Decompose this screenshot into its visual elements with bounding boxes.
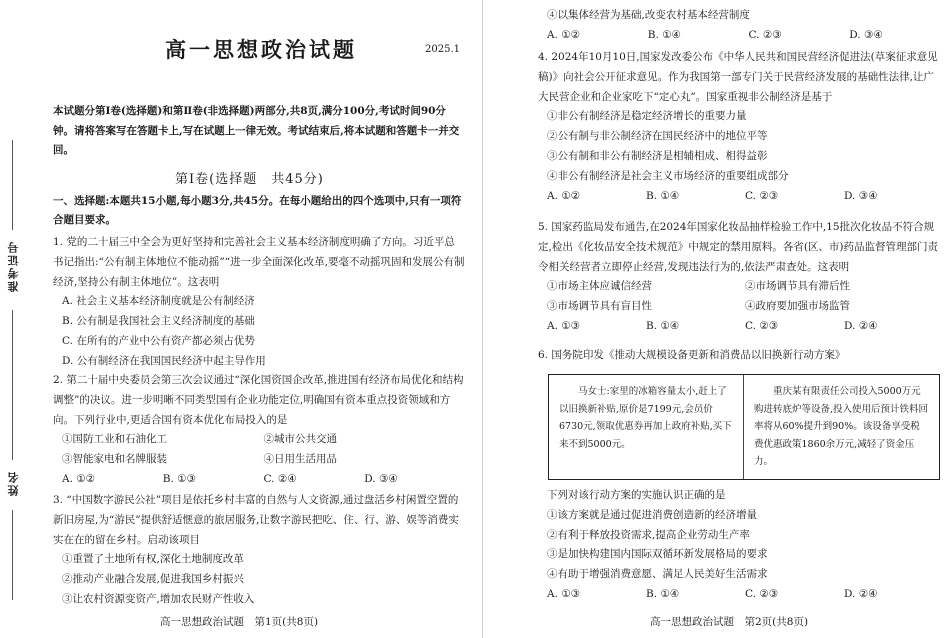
question-3 xyxy=(53,491,465,610)
answer-b: B. ①④ xyxy=(646,319,680,332)
item-3: ③是加快构建国内国际双循环新发展格局的要求 xyxy=(547,548,768,561)
binding-line xyxy=(12,510,13,600)
item-2: ②有利于释放投资需求,提高企业劳动生产率 xyxy=(547,528,750,541)
question-prompt: 下列对该行动方案的实施认识正确的是 xyxy=(547,489,726,501)
option-b: B. 公有制是我国社会主义经济制度的基础 xyxy=(62,315,255,328)
option-c: C. 在所有的产业中公有资产都必须占优势 xyxy=(62,334,255,347)
answer-c: C. ②③ xyxy=(748,28,782,41)
question-stem: 4. 2024年10月10日,国家发改委公布《中华人民共和国民营经济促进法(草案征求意见稿)》向社会公开征求意见。作为我国第一部专门关于民营经济发展的基础性法律,让广大民营企业和企业家吃下“定心丸”。国家重视非公制经济是基于 xyxy=(538,51,938,103)
question-6-body xyxy=(538,486,943,605)
item-2: ②城市公共交通 xyxy=(263,433,337,446)
item-2: ②推动产业融合发展,促进我国乡村振兴 xyxy=(62,573,244,586)
item-3: ③让农村资源变资产,增加农民财产性收入 xyxy=(62,592,255,605)
item-2: ②公有制与非公制经济在国民经济中的地位平等 xyxy=(547,130,768,143)
answer-d: D. ③④ xyxy=(364,472,398,485)
answer-c: C. ②③ xyxy=(745,189,779,202)
answer-a: A. ①③ xyxy=(547,319,581,332)
answer-a: A. ①③ xyxy=(547,587,581,600)
section-title: 第Ⅰ卷(选择题 共45分) xyxy=(175,172,324,187)
item-2: ②市场调节具有滞后性 xyxy=(745,280,850,293)
answer-a: A. ①② xyxy=(547,28,581,41)
item-4: ④非公有制经济是社会主义市场经济的重要组成部分 xyxy=(547,169,789,182)
material-left: 马女士:家里的冰箱容量太小,赶上了以旧换新补贴,原价是7199元,会员价6730元,领取优惠券再加上政府补贴,买下来不到5000元。 xyxy=(549,375,744,479)
answer-d: D. ③④ xyxy=(849,28,883,41)
option-a: A. 社会主义基本经济制度就是公有制经济 xyxy=(62,295,255,308)
question-4 xyxy=(538,48,943,206)
item-3: ③市场调节具有盲目性 xyxy=(547,300,652,313)
answer-d: D. ③④ xyxy=(844,189,878,202)
page-footer: 高一思想政治试题 第1页(共8页) xyxy=(160,616,319,628)
item-1: ①市场主体应诚信经营 xyxy=(547,280,652,293)
question-stem: 5. 国家药监局发布通告,在2024年国家化妆品抽样检验工作中,15批次化妆品不符合规定,检出《化妆品安全技术规范》中规定的禁用原料。各省(区、市)药品监督管理部门责令相关经营者立即停止经营,发现违法行为的,依法严肃查处。这表明 xyxy=(538,221,939,273)
section-instruction: 一、选择题:本题共15小题,每小题3分,共45分。在每小题给出的四个选项中,只有一项符合题目要求。 xyxy=(53,195,462,226)
page-divider xyxy=(482,0,483,638)
answer-b: B. ①④ xyxy=(647,28,681,41)
answer-c: C. ②③ xyxy=(745,587,779,600)
page-footer: 高一思想政治试题 第2页(共8页) xyxy=(650,616,809,628)
material-box xyxy=(548,374,940,480)
answer-a: A. ①② xyxy=(62,472,96,485)
item-1: ①国防工业和石油化工 xyxy=(62,433,167,446)
item-4: ④日用生活用品 xyxy=(263,453,337,466)
item-1: ①该方案就是通过促进消费创造新的经济增量 xyxy=(547,508,757,521)
exam-date: 2025.1 xyxy=(425,44,460,55)
item-1: ①重置了土地所有权,深化土地制度改革 xyxy=(62,553,244,566)
answer-d: D. ②④ xyxy=(844,587,878,600)
page-2 xyxy=(490,0,950,638)
answer-d: D. ②④ xyxy=(844,319,878,332)
answer-b: B. ①③ xyxy=(162,472,196,485)
binding-line xyxy=(12,140,13,230)
question-1 xyxy=(53,233,465,372)
question-stem: 1. 党的二十届三中全会为更好坚持和完善社会主义基本经济制度明确了方向。习近平总书记指出:“公有制主体地位不能动摇”“进一步全面深化改革,要毫不动摇巩固和发展公有制经济,坚持公有制主体地位”。这表明 xyxy=(53,236,465,288)
item-4: ④有助于增强消费意愿、满足人民美好生活需求 xyxy=(547,568,768,581)
binding-line xyxy=(12,310,13,460)
name-label: 姓名 xyxy=(7,470,20,496)
question-stem: 3. “中国数字游民公社”项目是依托乡村丰富的自然与人文资源,通过盘活乡村闲置空置的新旧房屋,为“游民”提供舒适惬意的旅居服务,让数字游民把吃、住、行、游、娱等消费实实在在的留在乡村。启动该项目 xyxy=(53,494,459,546)
question-3-continued xyxy=(538,6,950,46)
exam-intro: 本试题分第Ⅰ卷(选择题)和第Ⅱ卷(非选择题)两部分,共8页,满分100分,考试时间90分钟。请将答案写在答题卡上,写在试题上一律无效。考试结束后,将本试题和答题卡一并交回。 xyxy=(53,105,460,156)
answer-c: C. ②④ xyxy=(263,472,297,485)
admission-number-label: 准考证号 xyxy=(7,240,20,292)
option-d: D. 公有制经济在我国国民经济中起主导作用 xyxy=(62,354,266,367)
item-4: ④以集体经营为基础,改变农村基本经营制度 xyxy=(547,9,750,21)
item-3: ③公有制和非公有制经济是相辅相成、相得益彰 xyxy=(547,149,768,162)
question-stem: 2. 第二十届中央委员会第三次会议通过“深化国资国企改革,推进国有经济布局优化和结构调整”的决议。进一步明晰不同类型国有企业功能定位,明确国有资本重点投资领域和方向。下列行业中,更适合国有资本优化布局投入的是 xyxy=(53,374,464,426)
material-right: 重庆某有限责任公司投入5000万元购进转底炉等设备,投入使用后预计铁料回率将从60%提升到90%。该设备享受税费优惠政策1860余万元,减轻了资金压力。 xyxy=(754,386,929,467)
item-3: ③智能家电和名牌服装 xyxy=(62,453,167,466)
answer-c: C. ②③ xyxy=(745,319,779,332)
question-5 xyxy=(538,218,943,337)
exam-title: 高一思想政治试题 xyxy=(165,37,357,62)
question-2 xyxy=(53,371,465,490)
answer-a: A. ①② xyxy=(547,189,581,202)
item-4: ④政府要加强市场监管 xyxy=(745,300,850,313)
answer-b: B. ①④ xyxy=(646,587,680,600)
question-6 xyxy=(538,346,943,366)
question-stem: 6. 国务院印发《推动大规模设备更新和消费品以旧换新行动方案》 xyxy=(538,349,846,361)
item-1: ①非公有制经济是稳定经济增长的重要力量 xyxy=(547,110,747,123)
answer-b: B. ①④ xyxy=(646,189,680,202)
